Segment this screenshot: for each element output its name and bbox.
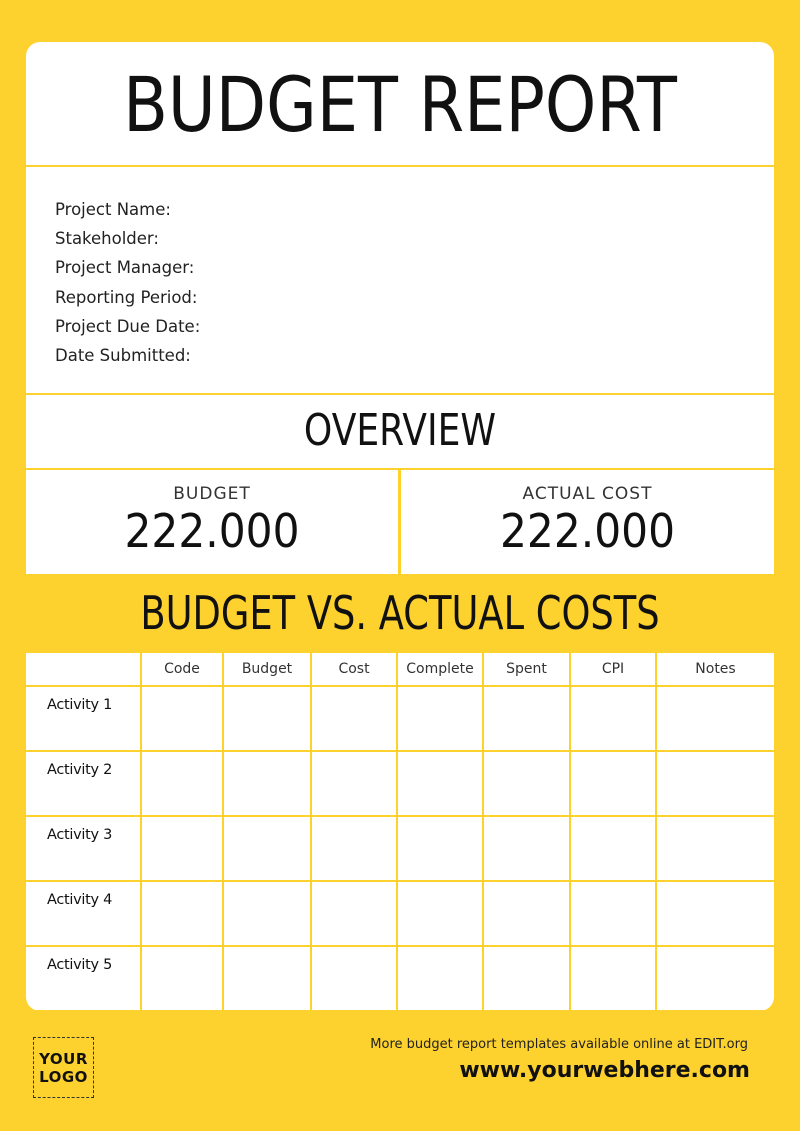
column-header bbox=[26, 653, 140, 685]
logo-line-1: YOUR bbox=[39, 1049, 88, 1068]
table-cell bbox=[224, 687, 310, 750]
actual-cost-value: 222.000 bbox=[499, 504, 676, 558]
table-cell bbox=[398, 882, 482, 945]
page-title: BUDGET REPORT bbox=[123, 60, 677, 149]
costs-table bbox=[26, 653, 774, 1011]
date-submitted-label: Date Submitted: bbox=[55, 345, 191, 365]
table-row bbox=[26, 817, 774, 880]
footer-note: More budget report templates available online at EDIT.org bbox=[370, 1037, 748, 1052]
table-cell bbox=[142, 882, 222, 945]
column-header-spent: Spent bbox=[484, 653, 569, 685]
table-row bbox=[26, 752, 774, 815]
table-cell bbox=[398, 752, 482, 815]
table-cell bbox=[571, 817, 655, 880]
table-cell bbox=[571, 947, 655, 1010]
activity-label: Activity 1 bbox=[26, 687, 140, 750]
column-header-code: Code bbox=[142, 653, 222, 685]
table-cell bbox=[657, 882, 774, 945]
table-cell bbox=[312, 817, 396, 880]
table-row bbox=[26, 947, 774, 1010]
column-header-cost: Cost bbox=[312, 653, 396, 685]
table-cell bbox=[484, 687, 569, 750]
overview-heading: OVERVIEW bbox=[303, 405, 497, 456]
project-manager-label: Project Manager: bbox=[55, 258, 195, 278]
table-cell bbox=[571, 687, 655, 750]
overview-cell bbox=[26, 395, 774, 468]
reporting-period-label: Reporting Period: bbox=[55, 287, 198, 307]
title-cell bbox=[26, 42, 774, 165]
table-cell bbox=[657, 817, 774, 880]
table-cell bbox=[571, 752, 655, 815]
table-header-row bbox=[26, 653, 774, 685]
project-info-list bbox=[55, 195, 200, 370]
table-cell bbox=[142, 687, 222, 750]
actual-cost-label: ACTUAL COST bbox=[522, 484, 653, 504]
budget-vs-actual-heading: BUDGET VS. ACTUAL COSTS bbox=[140, 586, 660, 640]
table-cell bbox=[142, 752, 222, 815]
column-header-budget: Budget bbox=[224, 653, 310, 685]
logo-line-2: LOGO bbox=[39, 1067, 88, 1086]
table-cell bbox=[571, 882, 655, 945]
table-row bbox=[26, 882, 774, 945]
activity-label: Activity 4 bbox=[26, 882, 140, 945]
budget-label: BUDGET bbox=[173, 484, 251, 504]
activity-label: Activity 2 bbox=[26, 752, 140, 815]
project-name-label: Project Name: bbox=[55, 200, 171, 219]
table-cell bbox=[142, 817, 222, 880]
column-header-notes: Notes bbox=[657, 653, 774, 685]
costs-table-wrap bbox=[26, 653, 774, 1011]
table-cell bbox=[312, 947, 396, 1010]
table-cell bbox=[224, 817, 310, 880]
table-cell bbox=[224, 752, 310, 815]
table-cell bbox=[398, 947, 482, 1010]
stakeholder-label: Stakeholder: bbox=[55, 229, 159, 249]
table-cell bbox=[224, 882, 310, 945]
table-cell bbox=[312, 882, 396, 945]
table-cell bbox=[224, 947, 310, 1010]
project-due-date-label: Project Due Date: bbox=[55, 316, 201, 336]
table-cell bbox=[142, 947, 222, 1010]
table-cell bbox=[484, 882, 569, 945]
table-cell bbox=[484, 947, 569, 1010]
column-header-cpi: CPI bbox=[571, 653, 655, 685]
logo-placeholder bbox=[33, 1037, 94, 1098]
budget-stat bbox=[26, 470, 398, 574]
website-link[interactable]: www.yourwebhere.com bbox=[459, 1058, 750, 1083]
table-cell bbox=[657, 947, 774, 1010]
table-cell bbox=[657, 687, 774, 750]
table-cell bbox=[484, 752, 569, 815]
actual-cost-stat bbox=[401, 470, 774, 574]
column-header-complete: Complete bbox=[398, 653, 482, 685]
report-header-panel bbox=[26, 42, 774, 574]
table-cell bbox=[657, 752, 774, 815]
project-info-cell bbox=[26, 167, 774, 393]
table-cell bbox=[484, 817, 569, 880]
budget-value: 222.000 bbox=[124, 504, 300, 558]
table-row bbox=[26, 687, 774, 750]
table-cell bbox=[398, 817, 482, 880]
activity-label: Activity 3 bbox=[26, 817, 140, 880]
table-cell bbox=[312, 687, 396, 750]
table-cell bbox=[398, 687, 482, 750]
activity-label: Activity 5 bbox=[26, 947, 140, 1010]
table-cell bbox=[312, 752, 396, 815]
